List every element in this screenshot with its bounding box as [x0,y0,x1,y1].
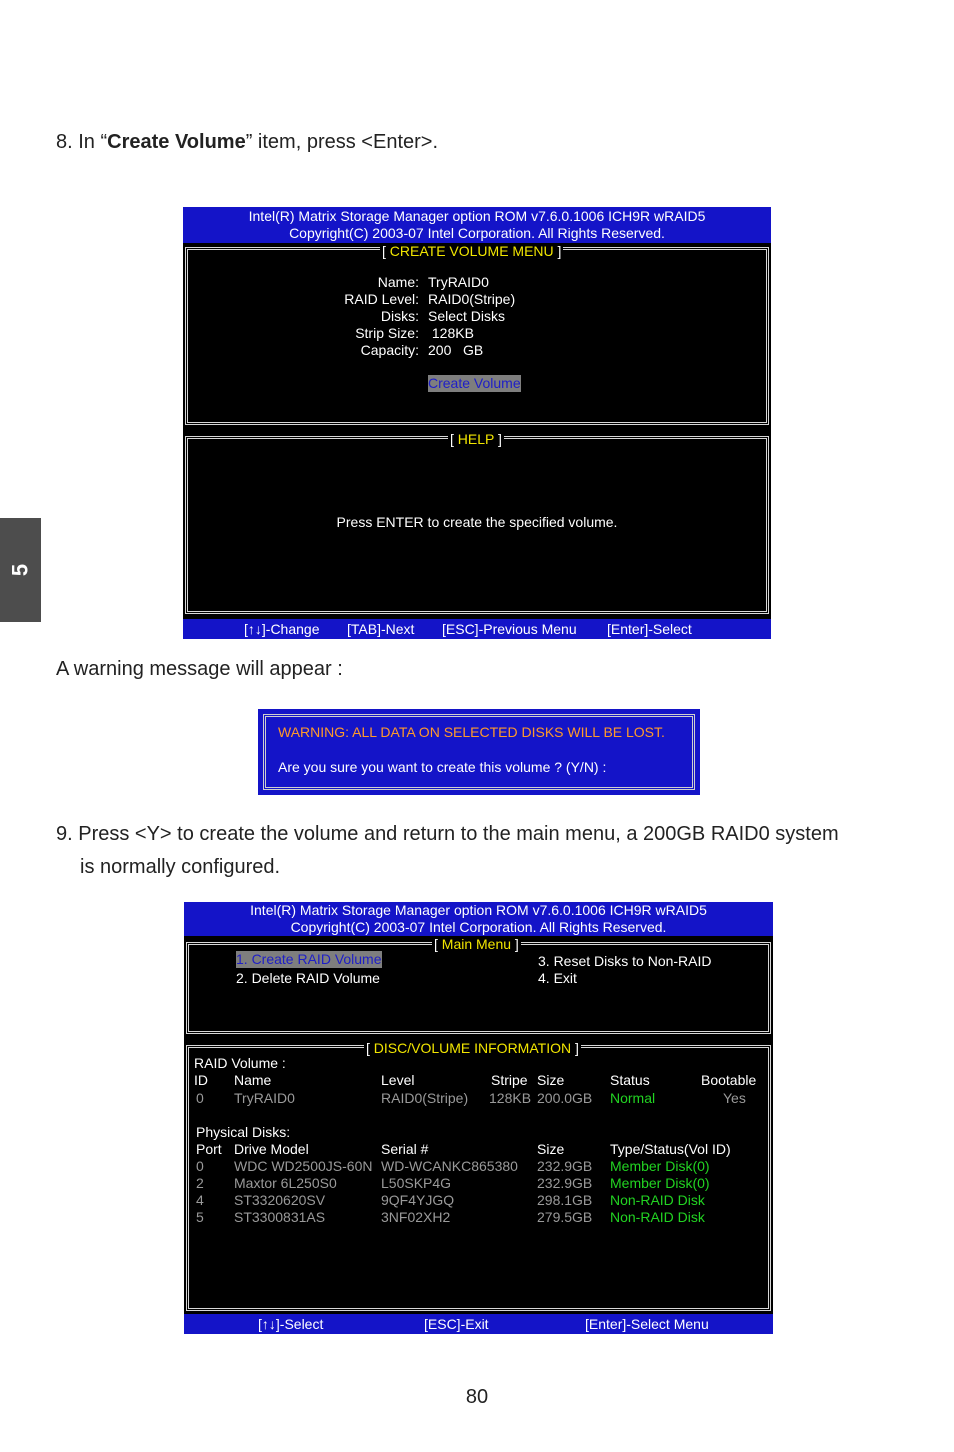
disk-serial: L50SKP4G [381,1175,452,1191]
vol-status: Normal [610,1090,656,1106]
vol-header-status: Status [610,1072,650,1088]
warning-intro: A warning message will appear : [56,658,343,680]
capacity-label: Capacity: [360,342,419,358]
warning-dialog [258,709,700,795]
disk-serial: 3NF02XH2 [381,1209,451,1225]
menu-delete-raid-volume[interactable]: 2. Delete RAID Volume [236,970,380,986]
step-8-prefix: 8. In “ [56,131,108,153]
bios-header-2-line1: Intel(R) Matrix Storage Manager option ROM v7.6.0.1006 ICH9R wRAID5 [250,902,707,918]
vol-header-size: Size [537,1072,565,1088]
disk-size: 232.9GB [537,1175,593,1191]
disk-model: Maxtor 6L250S0 [234,1175,337,1191]
vol-id: 0 [196,1090,204,1106]
disk-model: ST3300831AS [234,1209,326,1225]
chapter-tab [0,518,41,622]
vol-size: 200.0GB [537,1090,593,1106]
chapter-number: 5 [7,563,33,577]
bios-header-line1: Intel(R) Matrix Storage Manager option ROM v7.6.0.1006 ICH9R wRAID5 [248,208,706,224]
create-volume-menu-title: [ CREATE VOLUME MENU ] [382,243,562,259]
disk-port: 0 [196,1158,204,1174]
disk-port: 2 [196,1175,204,1191]
disk-header-serial: Serial # [381,1141,429,1157]
disk-type: Non-RAID Disk [610,1192,705,1208]
footer2-select: [↑↓]-Select [258,1316,324,1332]
disk-size: 279.5GB [537,1209,593,1225]
disk-type: Member Disk(0) [610,1158,710,1174]
name-label: Name: [377,274,419,290]
footer-select: [Enter]-Select [607,621,692,637]
footer-change: [↑↓]-Change [244,621,320,637]
create-volume-screen [183,207,771,639]
vol-name: TryRAID0 [234,1090,295,1106]
bios-header-2-line2: Copyright(C) 2003-07 Intel Corporation. All Rights Reserved. [290,919,667,935]
disk-serial: 9QF4YJGQ [381,1192,455,1208]
footer-previous-menu: [ESC]-Previous Menu [442,621,577,637]
disc-info-title: [ DISC/VOLUME INFORMATION ] [366,1040,579,1056]
bios-header [183,207,771,243]
disk-size: 232.9GB [537,1158,593,1174]
disks-label: Disks: [380,308,419,324]
raid-level-value[interactable]: RAID0(Stripe) [428,291,516,307]
vol-bootable: Yes [723,1090,746,1106]
bios-header-2 [184,902,773,936]
confirm-prompt[interactable]: Are you sure you want to create this volume ? (Y/N) : [278,759,607,775]
vol-header-level: Level [381,1072,415,1088]
strip-size-value[interactable]: 128KB [428,325,474,341]
vol-level: RAID0(Stripe) [381,1090,469,1106]
footer-next: [TAB]-Next [347,621,415,637]
footer2-select-menu: [Enter]-Select Menu [585,1316,709,1332]
step-8-suffix: ” item, press <Enter>. [245,131,439,153]
menu-create-raid-volume[interactable]: 1. Create RAID Volume [236,951,382,967]
disk-header-model: Drive Model [234,1141,309,1157]
capacity-value[interactable]: 200 GB [428,342,484,358]
vol-stripe: 128KB [489,1090,532,1106]
vol-header-name: Name [234,1072,272,1088]
menu-exit[interactable]: 4. Exit [538,970,577,986]
vol-header-id: ID [194,1072,208,1088]
vol-header-bootable: Bootable [701,1072,757,1088]
disk-model: WDC WD2500JS-60N [234,1158,373,1174]
disk-port: 4 [196,1192,204,1208]
create-volume-button[interactable]: Create Volume [428,375,521,391]
bios-footer [183,619,771,639]
disk-serial: WD-WCANKC865380 [381,1158,518,1174]
raid-level-label: RAID Level: [344,291,419,307]
main-menu-title: [ Main Menu ] [434,936,519,952]
warning-text: WARNING: ALL DATA ON SELECTED DISKS WILL BE LOST. [278,724,665,740]
help-title: [ HELP ] [450,431,502,447]
disks-value[interactable]: Select Disks [428,308,506,324]
bios-header-line2: Copyright(C) 2003-07 Intel Corporation. All Rights Reserved. [289,225,665,241]
disk-header-port: Port [196,1141,222,1157]
main-menu-screen [184,902,773,1334]
step-9-line2: is normally configured. [80,856,281,878]
physical-disks-label: Physical Disks: [196,1124,291,1140]
page-number: 80 [465,1386,489,1408]
help-text: Press ENTER to create the specified volume. [336,514,618,530]
disk-port: 5 [196,1209,204,1225]
footer2-exit: [ESC]-Exit [424,1316,489,1332]
disk-type: Member Disk(0) [610,1175,710,1191]
menu-reset-disks[interactable]: 3. Reset Disks to Non-RAID [538,953,712,969]
name-value[interactable]: TryRAID0 [428,274,489,290]
disk-model: ST3320620SV [234,1192,326,1208]
disk-header-size: Size [537,1141,565,1157]
step-8-bold: Create Volume [107,131,246,153]
disk-size: 298.1GB [537,1192,593,1208]
bios-footer-2 [184,1314,773,1334]
disk-type: Non-RAID Disk [610,1209,705,1225]
disk-header-type: Type/Status(Vol ID) [610,1141,731,1157]
strip-size-label: Strip Size: [355,325,419,341]
step-8-instruction [56,131,438,154]
raid-volume-label: RAID Volume : [194,1055,286,1071]
vol-header-stripe: Stripe [491,1072,528,1088]
step-9-line1: 9. Press <Y> to create the volume and return to the main menu, a 200GB RAID0 system [56,823,839,845]
